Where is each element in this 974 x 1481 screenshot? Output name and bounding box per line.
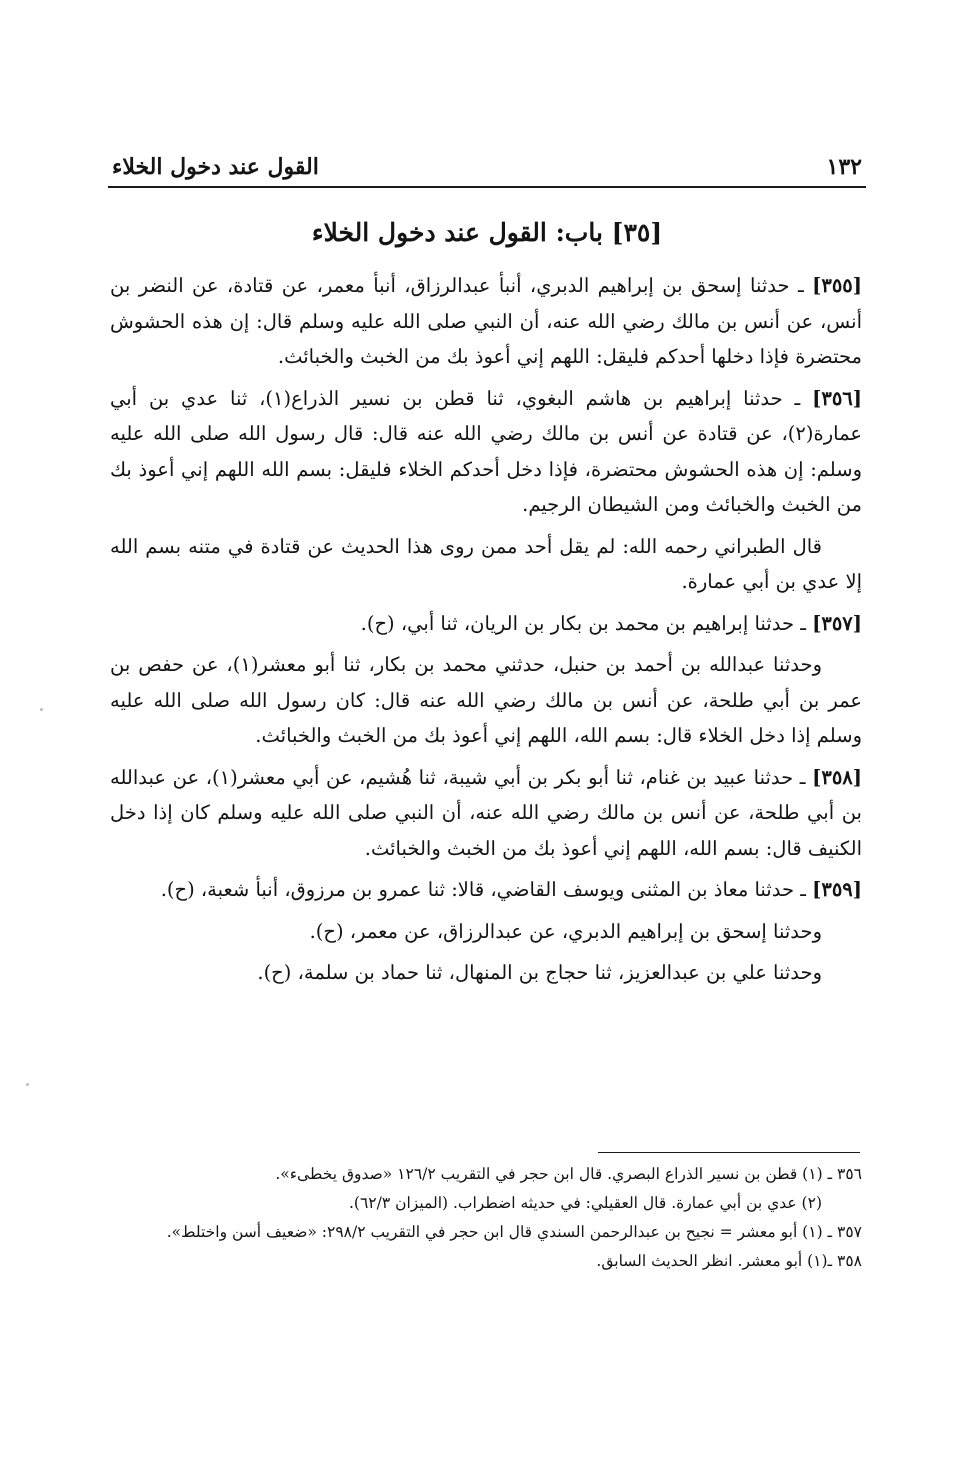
footnote: (٢) عدي بن أبي عمارة. قال العقيلي: في حديثه اضطراب. (الميزان ٦٢/٣). (348, 1194, 822, 1212)
header-rule (108, 186, 866, 188)
chain-text: وحدثنا إسحق بن إبراهيم الدبري، عن عبدالرزاق، عن معمر، (ح). (309, 919, 822, 943)
hadith-paragraph (110, 760, 862, 867)
chain-paragraph (110, 914, 862, 950)
hadith-number: [٣٥٦] (812, 386, 863, 410)
commentary-paragraph (110, 529, 862, 600)
chain-text: وحدثنا عبدالله بن أحمد بن حنبل، حدثني محمد بن بكار، ثنا أبو معشر(١)، عن حفص بن عمر بن أبي طلحة، عن أنس بن مالك رضي الله عنه قال: كان رسول الله صلى الله عليه وسلم إذا دخل الخلاء قال: بسم الله، اللهم إني أعوذ بك من الخبث والخبائث. (110, 653, 862, 747)
footnote: ٣٥٦ ـ (١) قطن بن نسير الذراع البصري. قال ابن حجر في التقريب ١٢٦/٢ «صدوق يخطىء». (275, 1165, 862, 1183)
page-header (112, 150, 862, 184)
hadith-text: ـ حدثنا معاذ بن المثنى ويوسف القاضي، قالا: ثنا عمرو بن مرزوق، أنبأ شعبة، (ح). (160, 878, 813, 901)
running-title: القول عند دخول الخلاء (112, 154, 319, 180)
main-text (110, 268, 862, 997)
footnotes (110, 1160, 862, 1276)
hadith-text: ـ حدثنا عبيد بن غنام، ثنا أبو بكر بن أبي شيبة، ثنا هُشيم، عن أبي معشر(١)، عن عبدالله بن أبي طلحة، عن أنس بن مالك رضي الله عنه، أن النبي صلى الله عليه وسلم كان إذا دخل الكنيف قال: بسم الله، اللهم إني أعوذ بك من الخبث والخبائث. (110, 765, 862, 860)
hadith-paragraph (110, 381, 862, 523)
hadith-paragraph (110, 606, 862, 642)
hadith-number: [٣٥٩] (812, 878, 862, 901)
hadith-text: ـ حدثنا إبراهيم بن هاشم البغوي، ثنا قطن بن نسير الذراع(١)، ثنا عدي بن أبي عمارة(٢)، عن قتادة عن أنس بن مالك رضي الله عنه قال: قال رسول الله صلى الله عليه وسلم: إن هذه الحشوش محتضرة، فإذا دخل أحدكم الخلاء فليقل: بسم الله اللهم إني أعوذ بك من الخبث والخبائث ومن الشيطان الرجيم. (110, 386, 862, 516)
hadith-number: [٣٥٥] (812, 274, 862, 297)
page-number: ١٣٢ (826, 154, 862, 180)
hadith-paragraph (110, 872, 862, 908)
chapter-title: [٣٥] باب: القول عند دخول الخلاء (311, 218, 663, 247)
hadith-number: [٣٥٨] (812, 765, 862, 789)
footnote-rule (598, 1152, 860, 1153)
chain-text: وحدثنا علي بن عبدالعزيز، ثنا حجاج بن المنهال، ثنا حماد بن سلمة، (ح). (257, 961, 822, 984)
footnote: ٣٥٨ ـ(١) أبو معشر. انظر الحديث السابق. (596, 1252, 862, 1270)
footnote: ٣٥٧ ـ (١) أبو معشر = نجيح بن عبدالرحمن السندي قال ابن حجر في التقريب ٢٩٨/٢: «ضعيف أسن واختلط». (166, 1223, 862, 1241)
scan-speck (26, 1083, 29, 1086)
hadith-text: ـ حدثنا إبراهيم بن محمد بن بكار بن الريان، ثنا أبي، (ح). (360, 611, 813, 635)
hadith-number: [٣٥٧] (812, 611, 862, 635)
hadith-paragraph (110, 268, 862, 375)
scan-speck (40, 708, 43, 711)
hadith-text: ـ حدثنا إسحق بن إبراهيم الدبري، أنبأ عبدالرزاق، أنبأ معمر، عن قتادة، عن النضر بن أنس، عن أنس بن مالك رضي الله عنه، أن النبي صلى الله عليه وسلم قال: إن هذه الحشوش محتضرة فإذا دخلها أحدكم فليقل: اللهم إني أعوذ بك من الخبث والخبائث. (110, 274, 862, 368)
chain-paragraph (110, 955, 862, 991)
commentary-text: قال الطبراني رحمه الله: لم يقل أحد ممن روى هذا الحديث عن قتادة في متنه بسم الله إلا عدي بن أبي عمارة. (110, 534, 862, 593)
chain-paragraph (110, 647, 862, 754)
